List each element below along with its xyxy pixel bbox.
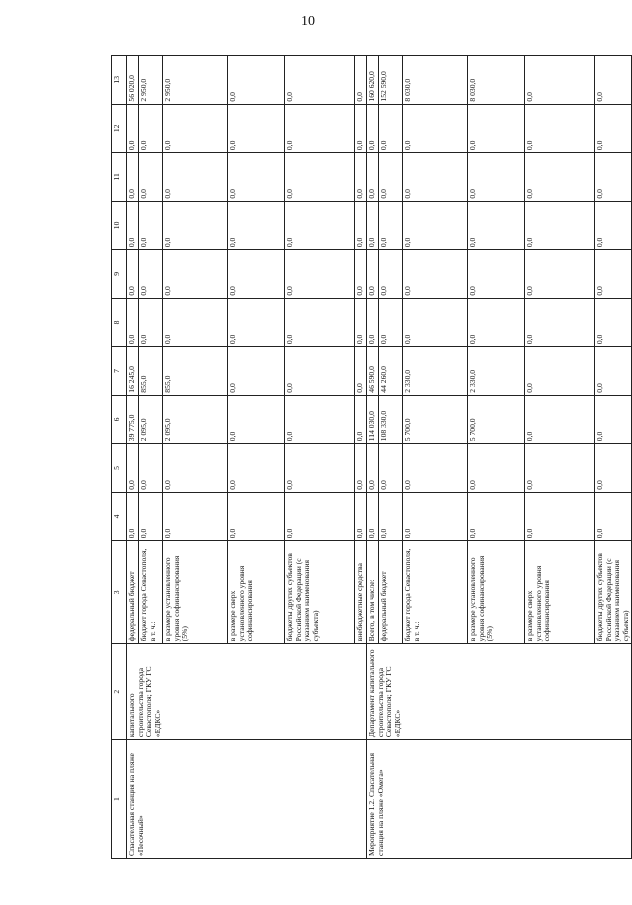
value-cell: 0,0 <box>285 298 355 347</box>
value-cell: 0,0 <box>379 104 403 153</box>
value-cell: 56 020,0 <box>127 56 139 105</box>
value-cell: 0,0 <box>139 153 163 202</box>
table-body <box>127 56 632 859</box>
header-cell: 7 <box>112 347 127 396</box>
header-cell: 6 <box>112 395 127 444</box>
value-cell: 855,0 <box>139 347 163 396</box>
value-cell: 0,0 <box>127 201 139 250</box>
header-cell: 4 <box>112 492 127 541</box>
funding-source-cell: в размере установленного уровня софинансирования (5%) <box>468 541 525 644</box>
funding-source-cell: бюджеты других субъектов Российской Федерации (с указанием наименования субъекта) <box>595 541 632 644</box>
value-cell: 0,0 <box>285 444 355 493</box>
value-cell: 2 095,0 <box>139 395 163 444</box>
value-cell: 0,0 <box>379 201 403 250</box>
value-cell: 2 330,0 <box>403 347 468 396</box>
value-cell: 0,0 <box>403 104 468 153</box>
value-cell: 46 590,0 <box>367 347 379 396</box>
value-cell: 0,0 <box>525 250 595 299</box>
value-cell: 0,0 <box>139 492 163 541</box>
value-cell: 0,0 <box>228 444 285 493</box>
value-cell: 152 590,0 <box>379 56 403 105</box>
value-cell: 0,0 <box>139 444 163 493</box>
value-cell: 0,0 <box>525 444 595 493</box>
value-cell: 0,0 <box>163 250 228 299</box>
value-cell: 0,0 <box>379 444 403 493</box>
page-number: 10 <box>301 14 315 29</box>
value-cell: 0,0 <box>355 201 367 250</box>
value-cell: 0,0 <box>285 153 355 202</box>
value-cell: 0,0 <box>595 395 632 444</box>
value-cell: 0,0 <box>525 201 595 250</box>
value-cell: 0,0 <box>355 347 367 396</box>
value-cell: 5 700,0 <box>403 395 468 444</box>
value-cell: 0,0 <box>139 104 163 153</box>
value-cell: 0,0 <box>379 492 403 541</box>
value-cell: 0,0 <box>525 153 595 202</box>
value-cell: 0,0 <box>525 347 595 396</box>
funding-source-cell: федеральный бюджет <box>127 541 139 644</box>
rotated-table-wrapper <box>111 55 630 859</box>
value-cell: 0,0 <box>379 250 403 299</box>
value-cell: 0,0 <box>367 298 379 347</box>
value-cell: 0,0 <box>595 104 632 153</box>
value-cell: 8 030,0 <box>403 56 468 105</box>
value-cell: 0,0 <box>525 104 595 153</box>
funding-source-cell: в размере сверх установленного уровня софинансирования <box>228 541 285 644</box>
value-cell: 0,0 <box>595 153 632 202</box>
value-cell: 0,0 <box>228 201 285 250</box>
value-cell: 0,0 <box>468 250 525 299</box>
value-cell: 0,0 <box>285 347 355 396</box>
funding-table <box>111 55 632 859</box>
value-cell: 0,0 <box>468 104 525 153</box>
value-cell: 0,0 <box>525 492 595 541</box>
value-cell: 0,0 <box>228 298 285 347</box>
value-cell: 0,0 <box>403 201 468 250</box>
value-cell: 0,0 <box>367 492 379 541</box>
value-cell: 0,0 <box>525 56 595 105</box>
value-cell: 5 700,0 <box>468 395 525 444</box>
value-cell: 0,0 <box>127 250 139 299</box>
header-cell: 5 <box>112 444 127 493</box>
value-cell: 0,0 <box>228 104 285 153</box>
value-cell: 0,0 <box>163 104 228 153</box>
value-cell: 0,0 <box>285 104 355 153</box>
value-cell: 0,0 <box>228 250 285 299</box>
executor-cell: Департамент капитального строительства города Севастополя; ГКУ ГС «ЕДКС» <box>367 644 632 740</box>
funding-source-cell: в размере установленного уровня софинансирования (5%) <box>163 541 228 644</box>
value-cell: 0,0 <box>285 201 355 250</box>
value-cell: 0,0 <box>595 347 632 396</box>
value-cell: 0,0 <box>127 298 139 347</box>
header-cell: 1 <box>112 740 127 859</box>
value-cell: 0,0 <box>355 298 367 347</box>
value-cell: 0,0 <box>468 492 525 541</box>
value-cell: 0,0 <box>228 492 285 541</box>
value-cell: 0,0 <box>595 298 632 347</box>
value-cell: 0,0 <box>595 250 632 299</box>
value-cell: 44 260,0 <box>379 347 403 396</box>
value-cell: 0,0 <box>127 492 139 541</box>
value-cell: 0,0 <box>595 444 632 493</box>
value-cell: 0,0 <box>355 444 367 493</box>
value-cell: 0,0 <box>403 298 468 347</box>
value-cell: 16 245,0 <box>127 347 139 396</box>
value-cell: 0,0 <box>163 153 228 202</box>
value-cell: 0,0 <box>379 298 403 347</box>
value-cell: 855,0 <box>163 347 228 396</box>
value-cell: 8 030,0 <box>468 56 525 105</box>
value-cell: 0,0 <box>163 298 228 347</box>
header-cell: 12 <box>112 104 127 153</box>
value-cell: 0,0 <box>163 201 228 250</box>
value-cell: 0,0 <box>468 201 525 250</box>
header-row <box>112 56 127 859</box>
value-cell: 0,0 <box>367 104 379 153</box>
value-cell: 0,0 <box>285 395 355 444</box>
value-cell: 0,0 <box>355 153 367 202</box>
value-cell: 0,0 <box>228 153 285 202</box>
value-cell: 160 620,0 <box>367 56 379 105</box>
value-cell: 0,0 <box>355 104 367 153</box>
value-cell: 0,0 <box>127 444 139 493</box>
value-cell: 114 030,0 <box>367 395 379 444</box>
measure-cell: Мероприятие 1.2. Спасательная станция на пляже «Омега» <box>367 740 632 859</box>
value-cell: 0,0 <box>139 250 163 299</box>
value-cell: 0,0 <box>403 492 468 541</box>
value-cell: 0,0 <box>163 444 228 493</box>
value-cell: 39 775,0 <box>127 395 139 444</box>
value-cell: 0,0 <box>355 395 367 444</box>
value-cell: 0,0 <box>468 444 525 493</box>
value-cell: 0,0 <box>355 492 367 541</box>
header-cell: 8 <box>112 298 127 347</box>
header-cell: 13 <box>112 56 127 105</box>
funding-source-cell: бюджет города Севастополя, в т. ч.: <box>403 541 468 644</box>
value-cell: 0,0 <box>285 56 355 105</box>
value-cell: 0,0 <box>403 153 468 202</box>
value-cell: 0,0 <box>403 250 468 299</box>
value-cell: 0,0 <box>367 250 379 299</box>
header-cell: 3 <box>112 541 127 644</box>
executor-cell: капитального строительства города Севастополя; ГКУ ГС «ЕДКС» <box>127 644 367 740</box>
header-cell: 11 <box>112 153 127 202</box>
value-cell: 0,0 <box>595 201 632 250</box>
funding-source-cell: федеральный бюджет <box>379 541 403 644</box>
value-cell: 0,0 <box>228 347 285 396</box>
value-cell: 2 095,0 <box>163 395 228 444</box>
value-cell: 0,0 <box>285 492 355 541</box>
header-cell: 9 <box>112 250 127 299</box>
value-cell: 0,0 <box>367 444 379 493</box>
table-row <box>367 56 379 859</box>
value-cell: 0,0 <box>379 153 403 202</box>
header-cell: 2 <box>112 644 127 740</box>
value-cell: 108 330,0 <box>379 395 403 444</box>
funding-source-cell: бюджет города Севастополя, в т. ч.: <box>139 541 163 644</box>
value-cell: 0,0 <box>367 153 379 202</box>
value-cell: 0,0 <box>355 250 367 299</box>
value-cell: 2 330,0 <box>468 347 525 396</box>
value-cell: 0,0 <box>355 56 367 105</box>
value-cell: 0,0 <box>285 250 355 299</box>
measure-cell: Спасательная станция на пляже «Песочный» <box>127 740 367 859</box>
value-cell: 0,0 <box>228 56 285 105</box>
value-cell: 0,0 <box>139 298 163 347</box>
funding-source-cell: Всего, в том числе: <box>367 541 379 644</box>
header-cell: 10 <box>112 201 127 250</box>
value-cell: 0,0 <box>127 104 139 153</box>
value-cell: 0,0 <box>595 492 632 541</box>
funding-source-cell: в размере сверх установленного уровня софинансирования <box>525 541 595 644</box>
value-cell: 0,0 <box>403 444 468 493</box>
value-cell: 0,0 <box>468 298 525 347</box>
value-cell: 0,0 <box>595 56 632 105</box>
value-cell: 0,0 <box>139 201 163 250</box>
funding-source-cell: внебюджетные средства <box>355 541 367 644</box>
value-cell: 0,0 <box>228 395 285 444</box>
funding-source-cell: бюджеты других субъектов Российской Федерации (с указанием наименования субъекта) <box>285 541 355 644</box>
value-cell: 2 950,0 <box>163 56 228 105</box>
value-cell: 0,0 <box>127 153 139 202</box>
value-cell: 0,0 <box>468 153 525 202</box>
table-row <box>127 56 139 859</box>
value-cell: 2 950,0 <box>139 56 163 105</box>
value-cell: 0,0 <box>163 492 228 541</box>
value-cell: 0,0 <box>525 395 595 444</box>
value-cell: 0,0 <box>367 201 379 250</box>
value-cell: 0,0 <box>525 298 595 347</box>
